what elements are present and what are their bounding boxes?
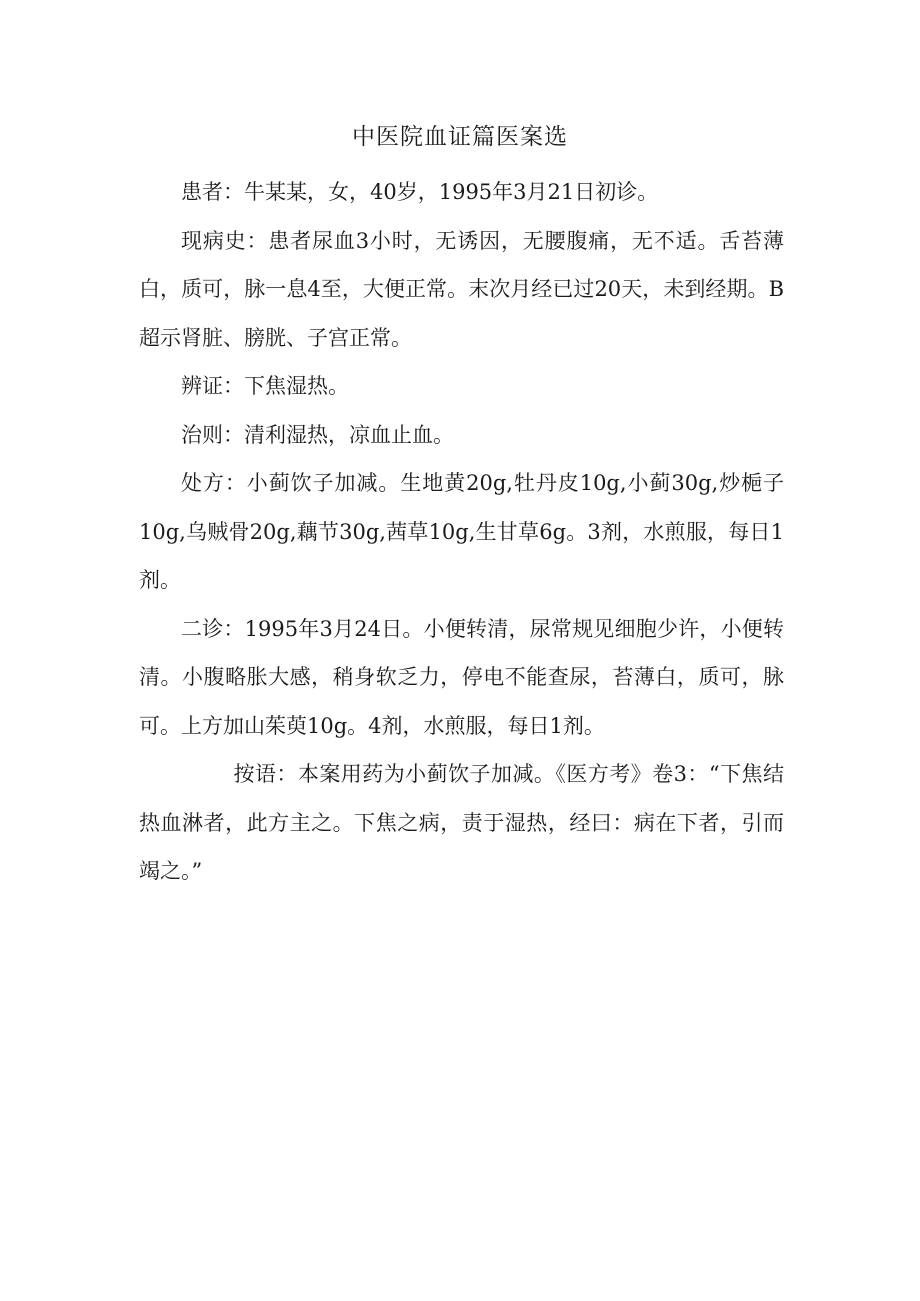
- document-title: 中医院血证篇医案选: [352, 124, 568, 150]
- document-body: [139, 168, 784, 896]
- present-illness-paragraph: 现病史：患者尿血3小时，无诱因，无腰腹痛，无不适。舌苔薄白，质可，脉一息4至，大便正常。末次月经已过20天，未到经期。B超示肾脏、膀胱、子宫正常。: [139, 228, 784, 350]
- commentary-paragraph: 按语：本案用药为小蓟饮子加减。《医方考》卷3：“下焦结热血淋者，此方主之。下焦之病，责于湿热，经曰：病在下者，引而竭之。”: [139, 762, 784, 883]
- diagnosis-paragraph: 辨证：下焦湿热。: [181, 374, 349, 398]
- treatment-principle-paragraph: 治则：清利湿热，凉血止血。: [181, 422, 454, 447]
- second-visit-paragraph: 二诊：1995年3月24日。小便转清，尿常规见细胞少许，小便转清。小腹略胀大感，稍身软乏力，停电不能查尿，苔薄白，质可，脉可。上方加山茱萸10g。4剂，水煎服，每日1剂。: [139, 616, 784, 738]
- prescription-paragraph: 处方：小蓟饮子加减。生地黄20g,牡丹皮10g,小蓟30g,炒梔子10g,乌贼骨20g,藕节30g,茜草10g,生甘草6g。3剂，水煎服，每日1剂。: [139, 471, 784, 592]
- patient-info-paragraph: 患者：牛某某，女，40岁，1995年3月21日初诊。: [181, 180, 659, 204]
